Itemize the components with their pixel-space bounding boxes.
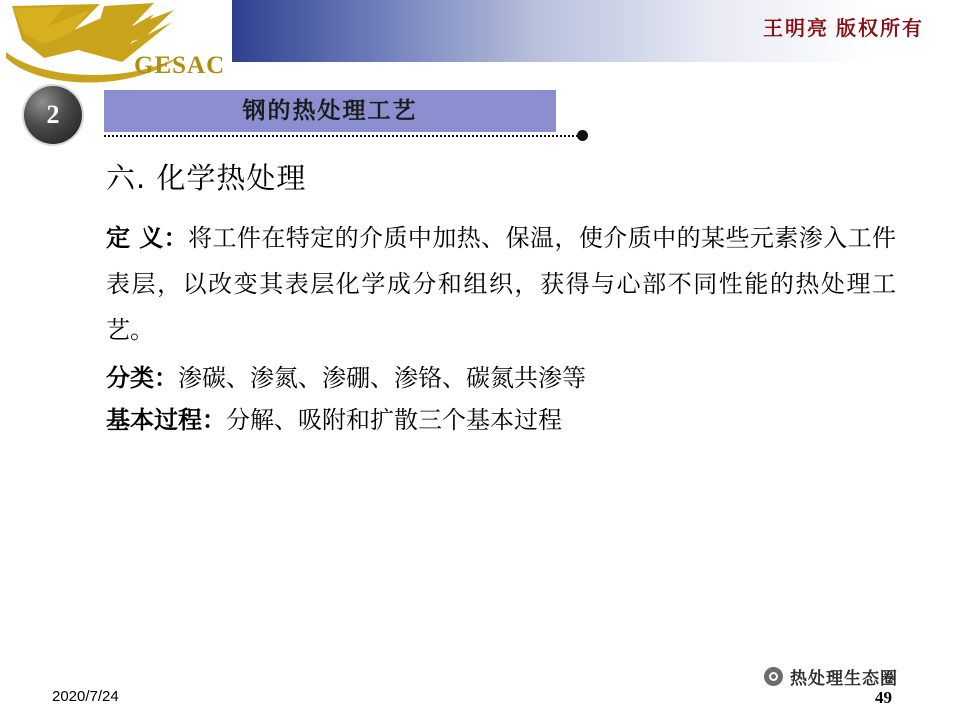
content-heading: 六. 化学热处理 [106, 161, 307, 195]
category-line [106, 357, 896, 399]
copyright-notice: 王明亮 版权所有 [763, 18, 924, 40]
category-label: 分类： [106, 364, 178, 392]
watermark [764, 664, 898, 689]
definition-text: 将工件在特定的介质中加热、保温，使介质中的某些元素渗入工件表层，以改变其表层化学成分和组织，获得与心部不同性能的热处理工艺。 [106, 224, 896, 344]
process-label: 基本过程： [106, 406, 226, 434]
section-title-bar [104, 90, 556, 132]
logo-text: GESAC [134, 52, 226, 79]
content-body [106, 156, 896, 441]
page-number: 49 [875, 688, 892, 707]
process-text: 分解、吸附和扩散三个基本过程 [226, 406, 562, 434]
watermark-label: 热处理生态圈 [790, 669, 898, 689]
category-text: 渗碳、渗氮、渗硼、渗铬、碳氮共渗等 [178, 364, 586, 392]
section-number-badge [24, 86, 82, 144]
slide-date: 2020/7/24 [52, 688, 119, 705]
watermark-icon [764, 667, 783, 686]
section-number: 2 [46, 100, 60, 129]
title-underline [104, 135, 578, 137]
definition-label: 定 义： [106, 224, 189, 252]
definition-paragraph [106, 215, 896, 353]
page-title: 钢的热处理工艺 [242, 98, 418, 124]
process-line [106, 399, 896, 441]
gesac-logo [4, 0, 240, 86]
title-end-dot [577, 130, 588, 141]
